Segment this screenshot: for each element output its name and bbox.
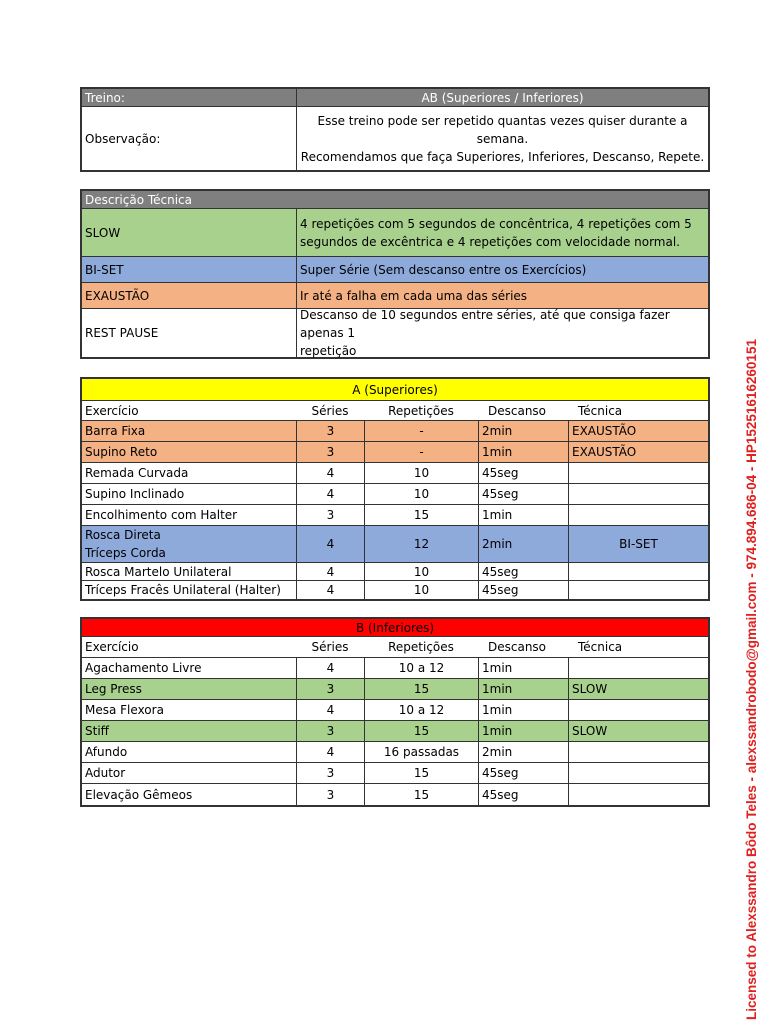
rest-value: 45seg — [478, 763, 568, 783]
technique-value: BI-SET — [568, 526, 708, 562]
series-value: 3 — [296, 505, 364, 525]
series-value: 3 — [296, 679, 364, 699]
technique-description — [296, 309, 708, 357]
series-value: 3 — [296, 442, 364, 462]
reps-value: 10 — [364, 581, 478, 599]
rest-value: 45seg — [478, 581, 568, 599]
exercise-name: Adutor — [85, 766, 126, 780]
technique-value: SLOW — [568, 721, 708, 741]
technique-description-line: 4 repetições com 5 segundos de concêntrica, 4 repetições com 5 — [300, 216, 692, 231]
observacao-label: Observação: — [85, 131, 161, 146]
workout-a-title-row — [82, 379, 708, 401]
series-value: 4 — [296, 526, 364, 562]
exercise-name: Leg Press — [85, 682, 142, 696]
technique-name: SLOW — [85, 225, 121, 240]
rest-value: 1min — [478, 658, 568, 678]
reps-value: 10 a 12 — [364, 658, 478, 678]
reps-value: - — [364, 421, 478, 441]
header-descanso: Descanso — [488, 403, 547, 418]
technique-name: BI-SET — [85, 262, 124, 277]
rest-value: 45seg — [478, 563, 568, 580]
table-row — [82, 463, 708, 484]
series-value: 3 — [296, 721, 364, 741]
header-tecnica: Técnica — [578, 640, 623, 654]
table-row — [82, 721, 708, 742]
header-exercicio: Exercício — [85, 403, 139, 418]
header-exercicio: Exercício — [85, 640, 139, 654]
license-watermark: Licensed to Alexssandro Bôdo Teles - alexssandrobodo@gmail.com - 974.894.686-04 - HP15251616260151 — [744, 339, 759, 1020]
reps-value: 10 — [364, 463, 478, 483]
reps-value: 12 — [364, 526, 478, 562]
reps-value: 15 — [364, 721, 478, 741]
header-repeticoes: Repetições — [388, 403, 454, 418]
exercise-name: Encolhimento com Halter — [85, 508, 238, 522]
technique-value — [568, 763, 708, 783]
technique-value — [568, 658, 708, 678]
technique-row-biset — [82, 257, 708, 283]
rest-value: 1min — [478, 700, 568, 720]
observacao-text — [296, 107, 708, 170]
table-row — [82, 526, 708, 563]
table-row — [82, 421, 708, 442]
description-title-row — [82, 191, 708, 209]
technique-value — [568, 505, 708, 525]
technique-value: EXAUSTÃO — [568, 421, 708, 441]
series-value: 4 — [296, 563, 364, 580]
technique-value — [568, 742, 708, 762]
series-value: 3 — [296, 784, 364, 805]
training-info-table — [80, 87, 710, 172]
workout-b-title-row — [82, 619, 708, 637]
exercise-name-line: Tríceps Corda — [85, 546, 166, 560]
technique-row-slow — [82, 209, 708, 257]
rest-value: 1min — [478, 679, 568, 699]
technique-name: EXAUSTÃO — [85, 288, 150, 303]
rest-value: 2min — [478, 742, 568, 762]
exercise-name: Supino Inclinado — [85, 487, 185, 501]
reps-value: 10 — [364, 484, 478, 504]
technique-value — [568, 463, 708, 483]
table-row — [82, 563, 708, 581]
observacao-row — [82, 107, 708, 170]
technique-description: Super Série (Sem descanso entre os Exercícios) — [296, 257, 708, 282]
exercise-name: Agachamento Livre — [85, 661, 202, 675]
exercise-name: Stiff — [85, 724, 109, 738]
rest-value: 45seg — [478, 784, 568, 805]
series-value: 4 — [296, 700, 364, 720]
workout-a-table — [80, 377, 710, 601]
exercise-name: Remada Curvada — [85, 466, 189, 480]
exercise-name: Mesa Flexora — [85, 703, 164, 717]
table-row — [82, 742, 708, 763]
table-row — [82, 581, 708, 599]
technique-description-line: repetição — [300, 344, 357, 358]
header-tecnica: Técnica — [578, 403, 623, 418]
exercise-name: Afundo — [85, 745, 128, 759]
table-row — [82, 700, 708, 721]
description-title: Descrição Técnica — [85, 192, 193, 207]
series-value: 3 — [296, 763, 364, 783]
series-value: 3 — [296, 421, 364, 441]
rest-value: 2min — [478, 526, 568, 562]
reps-value: 15 — [364, 679, 478, 699]
technique-value: SLOW — [568, 679, 708, 699]
reps-value: 15 — [364, 784, 478, 805]
workout-a-header-row — [82, 401, 708, 421]
technique-name: REST PAUSE — [85, 326, 159, 340]
technique-description-line: Descanso de 10 segundos entre séries, até que consiga fazer apenas 1 — [300, 308, 670, 340]
header-descanso: Descanso — [488, 640, 547, 654]
rest-value: 1min — [478, 505, 568, 525]
reps-value: 16 passadas — [364, 742, 478, 762]
technique-description: Ir até a falha em cada uma das séries — [296, 283, 708, 308]
treino-value: AB (Superiores / Inferiores) — [296, 89, 708, 106]
series-value: 4 — [296, 581, 364, 599]
observacao-line-2: Recomendamos que faça Superiores, Inferiores, Descanso, Repete. — [300, 149, 705, 164]
reps-value: - — [364, 442, 478, 462]
technique-value — [568, 700, 708, 720]
workout-b-header-row — [82, 637, 708, 658]
header-series: Séries — [311, 403, 349, 418]
exercise-name: Rosca Martelo Unilateral — [85, 564, 232, 579]
reps-value: 15 — [364, 763, 478, 783]
rest-value: 45seg — [478, 484, 568, 504]
reps-value: 15 — [364, 505, 478, 525]
technique-value — [568, 484, 708, 504]
workout-b-table — [80, 617, 710, 807]
rest-value: 2min — [478, 421, 568, 441]
technique-value — [568, 581, 708, 599]
series-value: 4 — [296, 463, 364, 483]
table-row — [82, 484, 708, 505]
exercise-name: Supino Reto — [85, 445, 158, 459]
exercise-name: Tríceps Fracês Unilateral (Halter) — [85, 583, 281, 597]
technique-description-table — [80, 189, 710, 359]
exercise-name-line: Rosca Direta — [85, 528, 161, 542]
table-row — [82, 763, 708, 784]
technique-description-line: segundos de excêntrica e 4 repetições com velocidade normal. — [300, 234, 680, 249]
technique-value — [568, 563, 708, 580]
workout-a-title: A (Superiores) — [352, 382, 438, 397]
reps-value: 10 — [364, 563, 478, 580]
header-series: Séries — [311, 640, 349, 654]
rest-value: 1min — [478, 442, 568, 462]
table-row — [82, 505, 708, 526]
technique-value: EXAUSTÃO — [568, 442, 708, 462]
header-repeticoes: Repetições — [388, 640, 454, 654]
series-value: 4 — [296, 658, 364, 678]
treino-label: Treino: — [82, 89, 296, 106]
series-value: 4 — [296, 484, 364, 504]
technique-value — [568, 784, 708, 805]
rest-value: 45seg — [478, 463, 568, 483]
table-row — [82, 679, 708, 700]
workout-b-title: B (Inferiores) — [355, 620, 435, 635]
observacao-line-1: Esse treino pode ser repetido quantas vezes quiser durante a semana. — [317, 113, 688, 146]
reps-value: 10 a 12 — [364, 700, 478, 720]
exercise-name: Elevação Gêmeos — [85, 787, 193, 802]
table-row — [82, 442, 708, 463]
exercise-name: Barra Fixa — [85, 424, 146, 438]
treino-row — [82, 89, 708, 107]
rest-value: 1min — [478, 721, 568, 741]
exercise-name — [82, 526, 296, 562]
technique-description — [296, 209, 708, 256]
table-row — [82, 784, 708, 805]
technique-row-rest-pause — [82, 309, 708, 357]
table-row — [82, 658, 708, 679]
series-value: 4 — [296, 742, 364, 762]
